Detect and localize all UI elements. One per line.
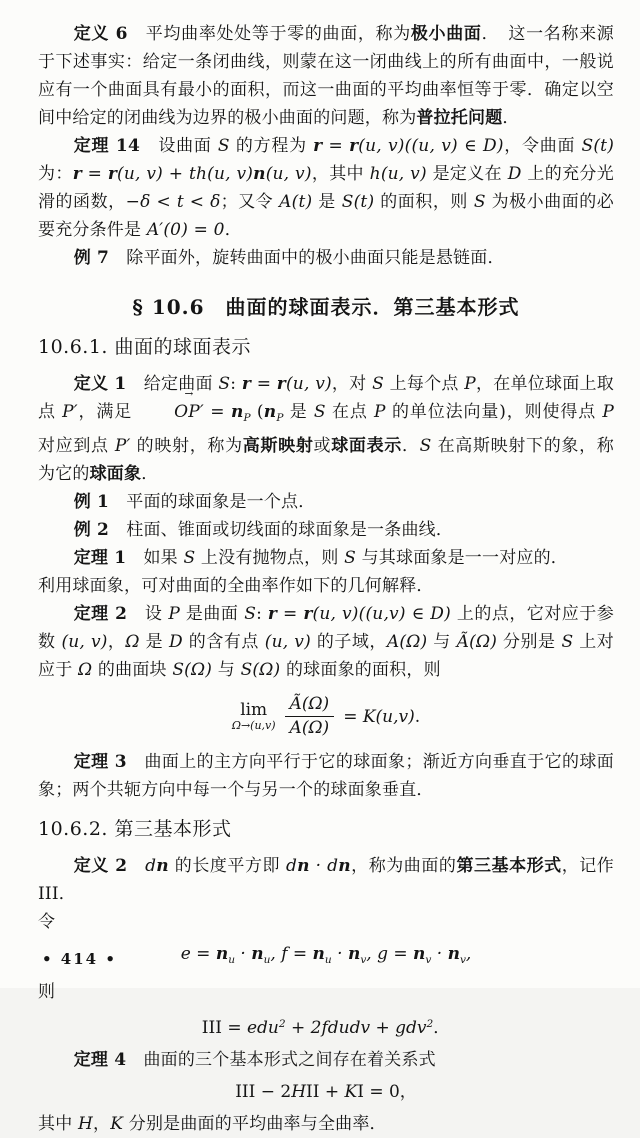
text-segment: 对应到点	[38, 436, 115, 457]
text-segment: ．	[433, 1017, 451, 1038]
text-segment: 上的充分光滑的函数，	[38, 164, 614, 212]
text-segment: H	[291, 1081, 307, 1102]
text-segment: n	[447, 943, 460, 964]
text-segment: n	[156, 855, 169, 876]
text-segment: 为：	[38, 164, 73, 184]
text-segment: ·	[309, 855, 328, 876]
text-segment: ，称为曲面的	[350, 855, 457, 876]
theorem-2-paragraph	[38, 600, 614, 684]
text-segment: =	[81, 164, 108, 184]
text-segment: 平均曲率处处等于零的曲面，称为	[127, 24, 411, 44]
text-segment: r	[276, 374, 286, 394]
text-segment: d	[286, 855, 298, 876]
text-segment: § 10.6 曲面的球面表示．第三基本形式	[132, 295, 520, 319]
subsection-10-6-2-heading	[38, 816, 614, 842]
text-segment: 上对应于	[38, 632, 614, 681]
gauss-curvature-limit-formula	[38, 694, 614, 740]
text-segment: S	[218, 374, 231, 394]
text-segment: 的含有点	[182, 632, 265, 653]
text-segment: 定义 6	[73, 24, 128, 44]
fraction	[285, 694, 335, 740]
third-form-formula	[38, 1009, 614, 1043]
text-segment: 与	[427, 632, 457, 653]
text-segment: −δ < t < δ	[125, 192, 221, 212]
text-segment: A(Ω)	[386, 632, 428, 653]
text-segment: e	[180, 943, 191, 964]
formula-rhs	[343, 702, 420, 732]
text-segment: ，	[93, 1113, 111, 1134]
text-segment: K(u,v)	[362, 706, 415, 727]
text-segment: d	[145, 855, 157, 876]
third-form-coefficients-formula	[38, 939, 614, 975]
text-segment: 在高斯映射下的象，称为它的	[38, 436, 614, 485]
text-segment: 上每个点	[383, 374, 465, 394]
text-segment: n	[230, 402, 244, 422]
text-segment: n	[413, 943, 426, 964]
text-segment: u	[228, 953, 235, 966]
text-segment: ·	[431, 943, 448, 964]
text-segment: n	[251, 943, 264, 964]
text-segment: S	[372, 374, 384, 394]
text-segment: 定理 3	[73, 751, 127, 772]
text-segment: r	[72, 164, 82, 184]
text-segment: r	[303, 604, 313, 625]
text-segment: 高斯映射	[242, 436, 314, 457]
text-segment: (u, v)	[265, 164, 312, 184]
text-segment: 是定义在	[426, 164, 508, 184]
text-segment: =	[203, 402, 231, 422]
section-10-6-heading	[38, 294, 614, 320]
text-segment: ．	[401, 436, 420, 457]
text-segment: ,	[465, 943, 472, 964]
text-segment	[127, 856, 145, 876]
example-2-paragraph	[38, 516, 614, 544]
relation-formula	[38, 1077, 614, 1107]
text-segment: 的球面象的面积，则	[280, 660, 441, 681]
text-segment: ·	[234, 943, 252, 964]
text-segment: 球面象	[89, 464, 142, 485]
text-segment: v	[360, 953, 367, 966]
text-segment: S	[419, 436, 432, 457]
text-segment: S(t)	[581, 136, 615, 156]
text-segment: (u, v)((u, v) ∈ D)	[358, 136, 504, 156]
text-segment: =	[322, 136, 350, 156]
text-segment: d	[327, 855, 339, 876]
text-segment: I = 0，	[357, 1081, 417, 1102]
text-segment: ．	[141, 464, 159, 485]
text-segment: ·	[331, 943, 348, 964]
text-segment: 上没有抛物点，则	[195, 548, 345, 569]
let-paragraph	[38, 908, 614, 936]
text-segment: 例 1	[73, 492, 110, 513]
text-segment: =	[387, 943, 414, 964]
text-segment: S(Ω)	[240, 660, 281, 681]
text-segment: 的子域，	[310, 632, 387, 653]
theorem-1-paragraph	[38, 544, 614, 572]
text-segment: 的面积，则	[374, 192, 474, 212]
text-segment: ，	[107, 632, 126, 653]
subsection-10-6-1-heading	[38, 334, 614, 360]
page-content	[38, 20, 614, 1138]
text-segment: D	[169, 632, 183, 653]
text-segment: 除平面外，旋转曲面中的极小曲面只能是悬链面．	[109, 248, 505, 268]
text-segment: 极小曲面	[410, 24, 482, 44]
text-segment: (u, v)((u,v) ∈ D)	[312, 604, 451, 625]
text-segment: g	[377, 943, 388, 964]
text-segment: A(t)	[279, 192, 313, 212]
text-segment: 定理 14	[73, 136, 140, 156]
text-segment: :	[256, 604, 268, 625]
text-segment: (	[250, 402, 264, 422]
text-segment: P	[374, 402, 386, 422]
text-segment: 的长度平方即	[168, 855, 286, 876]
text-segment: ．	[502, 108, 520, 128]
closing-paragraph	[38, 1110, 614, 1138]
text-segment: (u, v) + th(u, v)	[117, 164, 254, 184]
text-segment: 曲面的三个基本形式之间存在着关系式	[126, 1049, 436, 1070]
text-segment: 柱面、锥面或切线面的球面象是一条曲线．	[109, 520, 454, 541]
text-segment: A′(0) = 0	[146, 220, 225, 240]
example-7-paragraph	[38, 244, 614, 272]
text-segment: r	[349, 136, 359, 156]
text-segment: ；又令	[220, 192, 280, 212]
text-segment: =	[190, 943, 216, 964]
text-segment: S	[183, 548, 196, 569]
text-segment: n	[263, 402, 277, 422]
text-segment: 设曲面	[139, 136, 218, 156]
text-segment: S	[561, 632, 574, 653]
text-segment: P′	[114, 436, 131, 457]
text-segment: P′	[62, 402, 78, 422]
text-segment: (u, v)	[264, 632, 311, 653]
text-segment: ，满足	[77, 402, 139, 422]
text-segment: ,	[366, 943, 378, 964]
text-segment: 是	[283, 402, 314, 422]
text-segment: 是曲面	[179, 604, 245, 625]
text-segment: ．	[224, 220, 242, 240]
text-segment: 平面的球面象是一个点．	[109, 492, 316, 513]
text-segment: Ω	[125, 632, 140, 653]
text-segment: =	[343, 706, 363, 727]
text-segment: ，在单位球面上取点	[38, 374, 614, 422]
text-segment: 如果	[126, 548, 184, 569]
then-paragraph	[38, 978, 614, 1006]
text-segment: 定理 4	[73, 1049, 127, 1070]
text-segment: P	[276, 412, 284, 425]
text-segment: II +	[306, 1081, 345, 1102]
text-segment: Ã(Ω)	[456, 632, 498, 653]
text-segment: 利用球面象，可对曲面的全曲率作如下的几何解释．	[38, 576, 434, 597]
text-segment: 10.6.2. 第三基本形式	[38, 817, 232, 840]
text-segment: edu	[246, 1017, 279, 1038]
text-segment: n	[312, 943, 325, 964]
text-segment: u	[263, 953, 271, 966]
theorem-4-paragraph	[38, 1046, 614, 1074]
text-segment: ，对	[331, 374, 373, 394]
text-segment: P	[602, 402, 614, 422]
text-segment: 与其球面象是一一对应的．	[356, 548, 569, 569]
text-segment: ，记作 III．	[38, 855, 614, 904]
text-segment: n	[347, 943, 361, 964]
text-segment: (u, v)	[61, 632, 108, 653]
text-segment: f	[281, 943, 288, 964]
limit-subscript: Ω→(u,v)	[231, 719, 276, 733]
text-segment: III − 2	[235, 1081, 292, 1102]
text-segment: (u, v)	[285, 374, 332, 394]
text-segment: ． 这一名称来源于下述事实：给定一条闭曲线，则蒙在这一闭曲线上的所有曲面中，一般说应有一个曲面具有最小的面积，而这一曲面的平均曲率恒等于零．确定以空间中给定的闭曲线为边界的极小曲面的问题，称为	[38, 24, 614, 128]
text-segment: 2	[278, 1017, 286, 1030]
text-segment: 球面表示	[331, 436, 402, 457]
text-segment: 10.6.1. 曲面的球面表示	[38, 336, 252, 358]
text-segment: n	[253, 164, 266, 184]
text-segment: r	[241, 374, 252, 394]
text-segment: 的单位法向量)，则使得点	[385, 402, 603, 422]
text-segment: 分别是	[497, 632, 562, 653]
text-segment: K	[110, 1113, 124, 1134]
text-segment: r	[313, 136, 323, 156]
text-segment: 是	[139, 632, 170, 653]
definition-1-paragraph	[38, 370, 614, 488]
text-segment: Ω	[78, 660, 93, 681]
text-segment: 例 2	[73, 520, 110, 541]
text-segment: u	[324, 953, 332, 966]
text-segment: 则	[38, 981, 56, 1002]
text-segment: 定理 2	[73, 604, 128, 625]
text-segment: 或	[313, 436, 332, 457]
definition-2-paragraph	[38, 852, 614, 908]
text-segment: + 2fdudv + gdv	[285, 1017, 427, 1038]
text-segment: ，其中	[311, 164, 370, 184]
text-segment: 是	[312, 192, 342, 212]
text-segment: 令	[38, 911, 56, 932]
text-segment: H	[78, 1113, 94, 1134]
text-segment: n	[215, 943, 229, 964]
text-segment: 2	[426, 1017, 434, 1030]
text-segment: 在点	[325, 402, 375, 422]
text-segment: 普拉托问题	[416, 108, 503, 128]
text-segment: 第三基本形式	[456, 855, 562, 876]
text-segment: 分别是曲面的平均曲率与全曲率．	[123, 1113, 387, 1134]
text-segment: .	[414, 706, 421, 727]
text-segment: 定义 1	[73, 374, 127, 394]
remark-paragraph	[38, 572, 614, 600]
text-segment: III =	[201, 1017, 247, 1038]
text-segment: 的映射，称为	[130, 436, 243, 457]
definition-6-paragraph	[38, 20, 614, 132]
text-segment: 设	[127, 604, 169, 625]
theorem-3-paragraph	[38, 748, 614, 804]
text-segment: 为极小曲面的必要充分条件是	[38, 192, 614, 240]
text-segment: S	[244, 604, 257, 625]
text-segment: n	[297, 855, 310, 876]
text-segment: ,	[270, 943, 282, 964]
text-segment: 与	[212, 660, 241, 681]
text-segment: ，令曲面	[503, 136, 582, 156]
text-segment: P	[243, 412, 251, 425]
text-segment: 定义 2	[73, 855, 128, 876]
example-1-paragraph	[38, 488, 614, 516]
text-segment: v	[425, 953, 432, 966]
text-segment: 曲面上的主方向平行于它的球面象；渐近方向垂直于它的球面象；两个共轭方向中每一个与另一个的球面象垂直．	[38, 751, 614, 800]
text-segment: S(Ω)	[172, 660, 213, 681]
text-segment: K	[344, 1081, 358, 1102]
text-segment: P	[464, 374, 476, 394]
text-segment: r	[267, 604, 278, 625]
page-number: • 414 •	[42, 950, 117, 968]
text-segment: P	[168, 604, 180, 625]
text-segment: :	[230, 374, 242, 394]
text-segment: D	[507, 164, 522, 184]
text-segment: 上的点，它对应于参数	[38, 604, 614, 653]
theorem-14-paragraph	[38, 132, 614, 244]
vector-arrow-segment: → OP′	[138, 398, 204, 426]
text-segment: S	[217, 136, 230, 156]
text-segment: S	[344, 548, 356, 569]
text-segment: S	[473, 192, 486, 212]
text-segment: 的曲面块	[92, 660, 173, 681]
text-segment: 给定曲面	[126, 374, 219, 394]
fraction-numerator: Ã(Ω)	[285, 694, 335, 717]
fraction-denominator: A(Ω)	[289, 718, 330, 739]
text-segment: n	[338, 855, 351, 876]
text-segment: =	[287, 943, 313, 964]
text-segment: =	[277, 604, 304, 625]
text-segment: 例 7	[73, 248, 110, 268]
limit-operator	[232, 702, 276, 731]
limit-label: lim	[240, 700, 268, 721]
text-segment: h(u, v)	[369, 164, 427, 184]
text-segment: 定理 1	[73, 548, 127, 569]
text-segment: S	[313, 402, 326, 422]
text-segment: =	[251, 374, 277, 394]
text-segment: r	[107, 164, 118, 184]
text-segment: S(t)	[341, 192, 375, 212]
text-segment: 其中	[38, 1113, 79, 1134]
text-segment: 的方程为	[229, 136, 314, 156]
text-segment: v	[459, 953, 466, 966]
